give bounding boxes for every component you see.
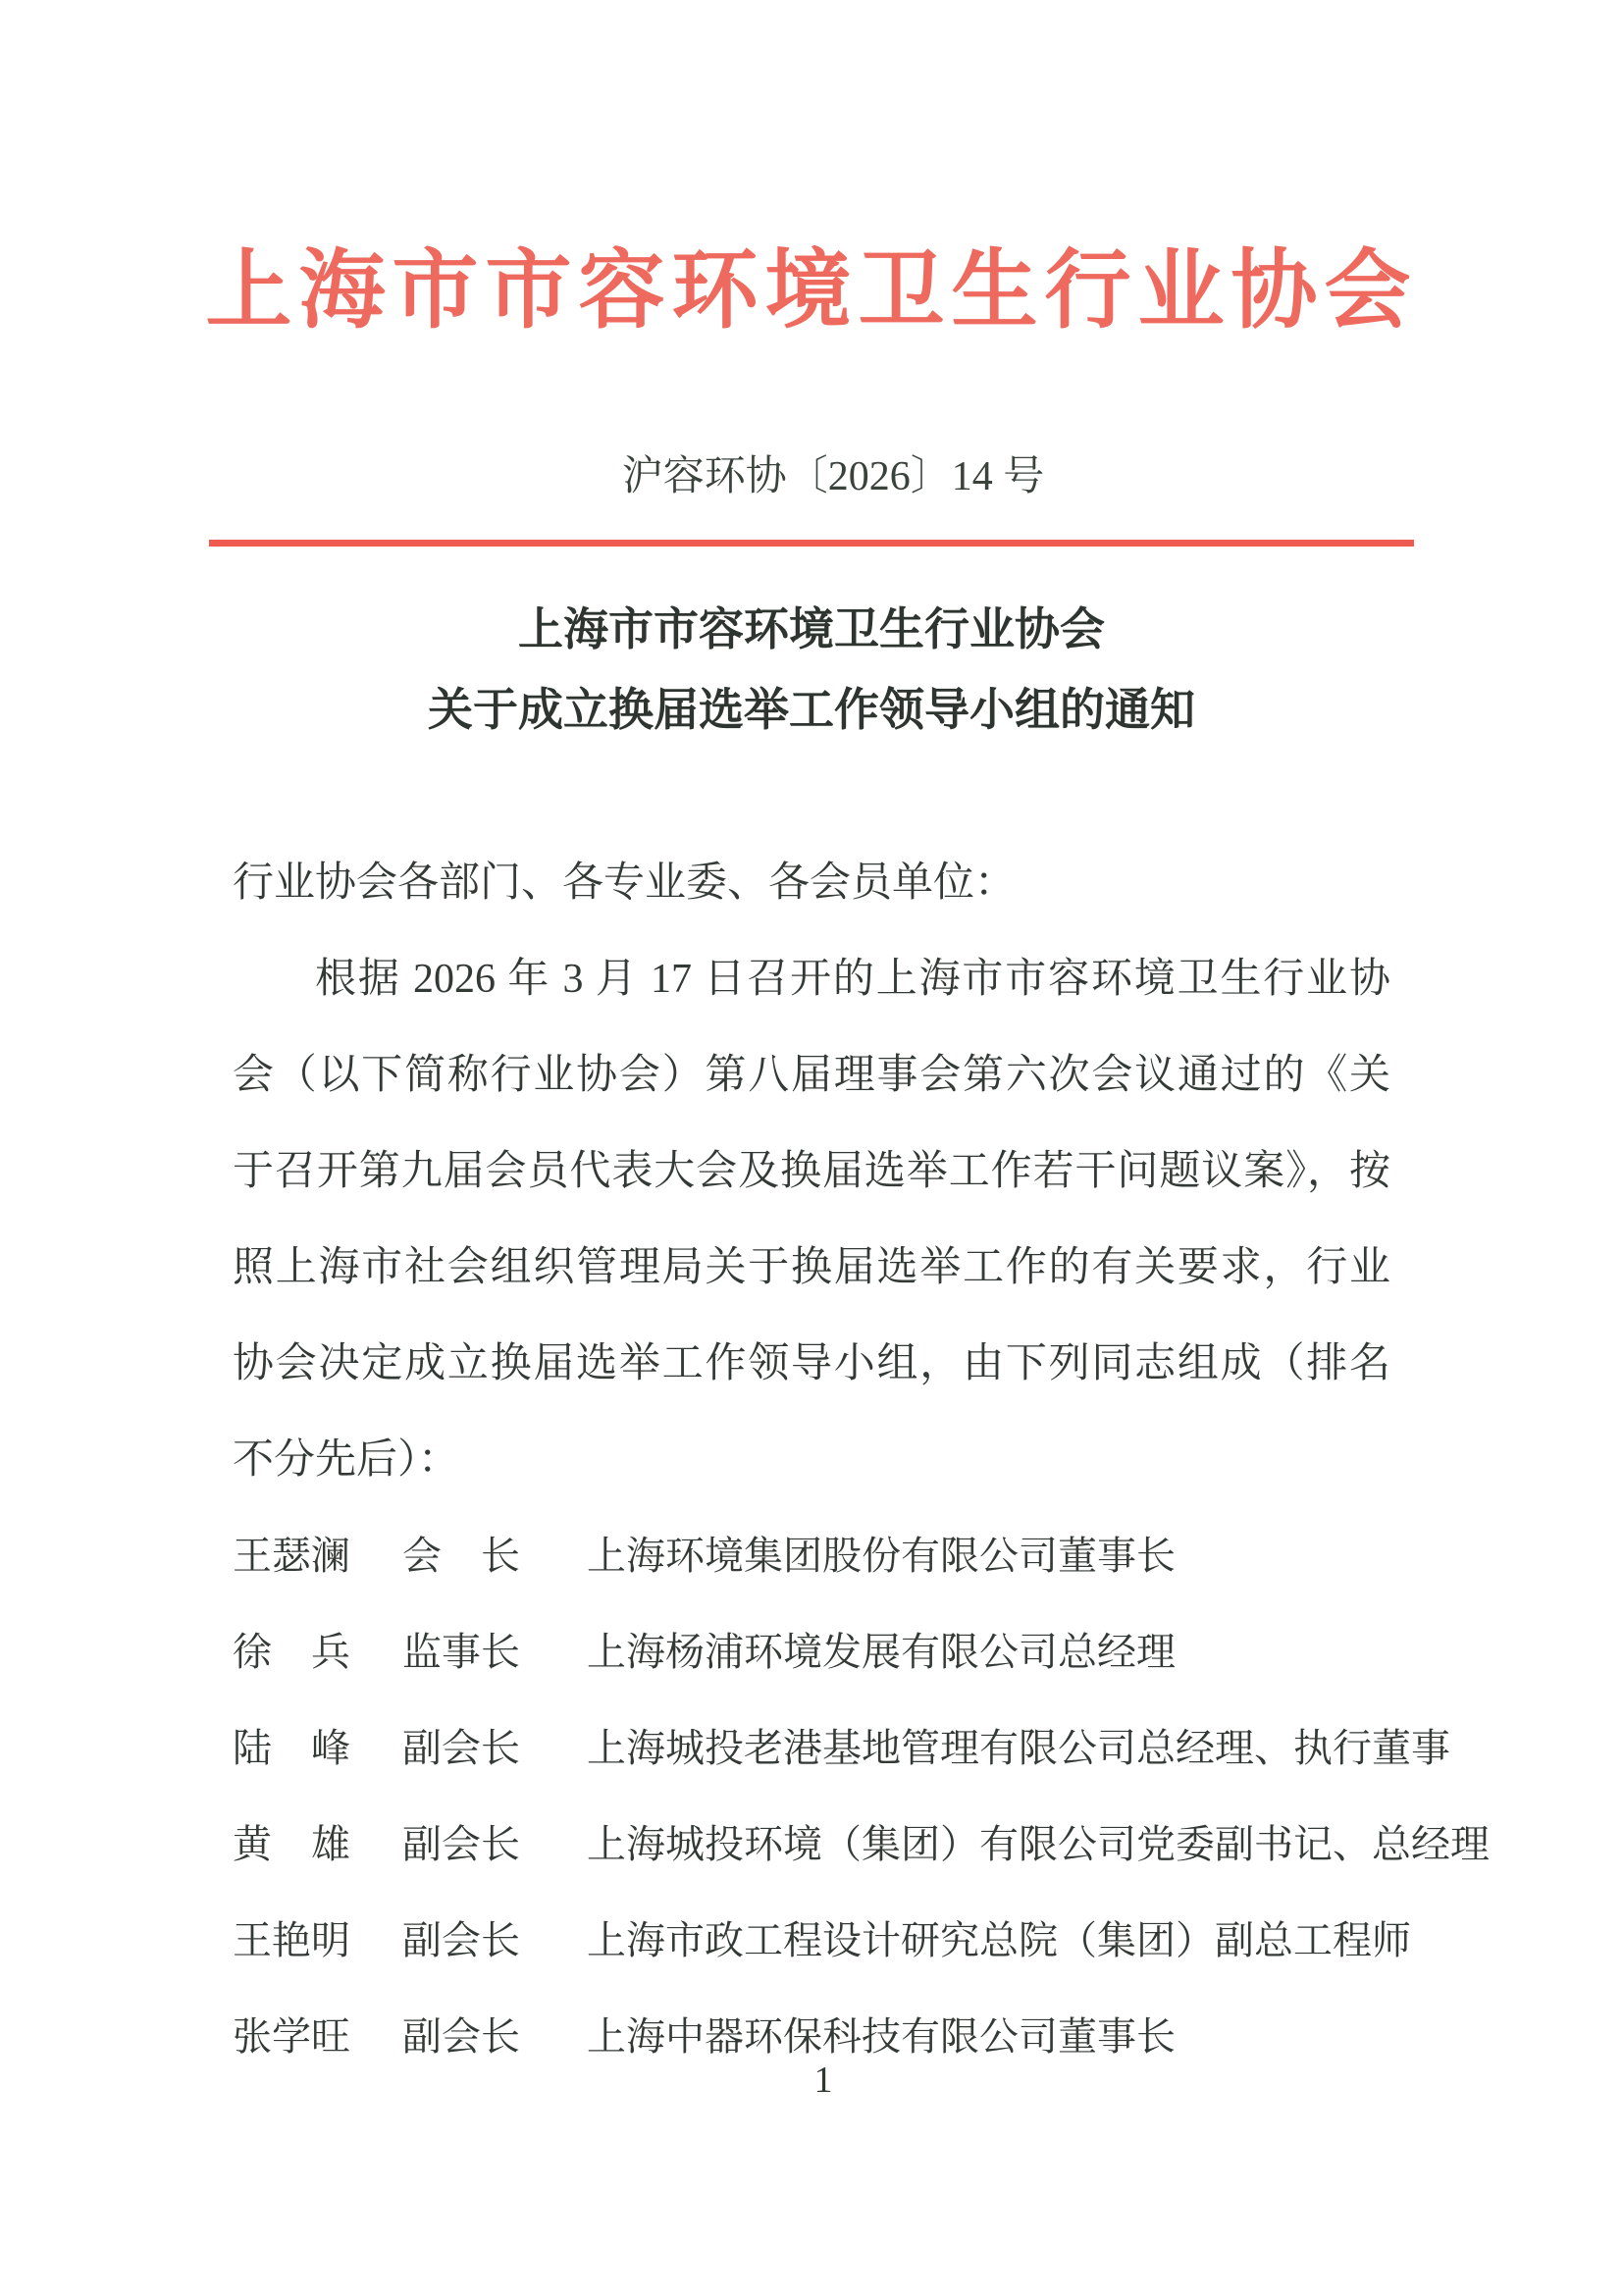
letterhead-org-title: 上海市市容环境卫生行业协会 — [205, 244, 1418, 339]
notice-title — [0, 590, 1623, 751]
member-role: 副会长 — [402, 1918, 520, 1962]
member-name: 张学旺 — [233, 2014, 350, 2059]
red-divider-line — [209, 540, 1414, 547]
member-row — [233, 1700, 1450, 1797]
notice-title-line-1: 上海市市容环境卫生行业协会 — [518, 604, 1105, 654]
member-company: 上海中器环保科技有限公司董事长 — [587, 2014, 1176, 2059]
notice-title-line-2: 关于成立换届选举工作领导小组的通知 — [428, 685, 1195, 735]
member-company: 上海环境集团股份有限公司董事长 — [587, 1534, 1176, 1578]
member-company: 上海城投老港基地管理有限公司总经理、执行董事 — [587, 1726, 1450, 1770]
paragraph-line: 根据 2026 年 3 月 17 日召开的上海市市容环境卫生行业协 — [315, 957, 1390, 1002]
document-body — [233, 835, 1490, 2085]
member-company: 上海杨浦环境发展有限公司总经理 — [587, 1630, 1176, 1674]
paragraph-line: 协会决定成立换届选举工作领导小组，由下列同志组成（排名 — [233, 1341, 1390, 1386]
paragraph-line: 不分先后）： — [233, 1437, 460, 1483]
paragraph-line: 照上海市社会组织管理局关于换届选举工作的有关要求，行业 — [233, 1245, 1390, 1290]
member-role: 副会长 — [402, 1822, 520, 1866]
member-name: 王瑟澜 — [233, 1534, 350, 1578]
document-reference-number: 沪容环协〔2026〕14 号 — [621, 454, 1045, 499]
page-number: 1 — [813, 2060, 833, 2101]
member-row — [233, 1604, 1390, 1700]
paragraph-line: 会（以下简称行业协会）第八届理事会第六次会议通过的《关 — [233, 1053, 1390, 1098]
member-role: 监事长 — [402, 1630, 520, 1674]
member-row — [233, 1797, 1490, 1893]
member-row — [233, 1893, 1411, 1989]
member-role: 会 长 — [402, 1534, 520, 1578]
member-name: 陆 峰 — [233, 1726, 350, 1770]
leadership-member-list — [233, 1508, 1490, 2085]
body-paragraph — [233, 931, 1390, 1508]
member-role: 副会长 — [402, 2014, 520, 2059]
member-role: 副会长 — [402, 1726, 520, 1770]
member-row — [233, 1508, 1390, 1604]
paragraph-line: 于召开第九届会员代表大会及换届选举工作若干问题议案》，按 — [233, 1149, 1390, 1194]
member-company: 上海城投环境（集团）有限公司党委副书记、总经理 — [587, 1822, 1490, 1866]
salutation: 行业协会各部门、各专业委、各会员单位： — [233, 861, 1017, 906]
member-name: 黄 雄 — [233, 1822, 350, 1866]
member-name: 徐 兵 — [233, 1630, 350, 1674]
member-name: 王艳明 — [233, 1918, 350, 1962]
member-company: 上海市政工程设计研究总院（集团）副总工程师 — [587, 1918, 1411, 1962]
